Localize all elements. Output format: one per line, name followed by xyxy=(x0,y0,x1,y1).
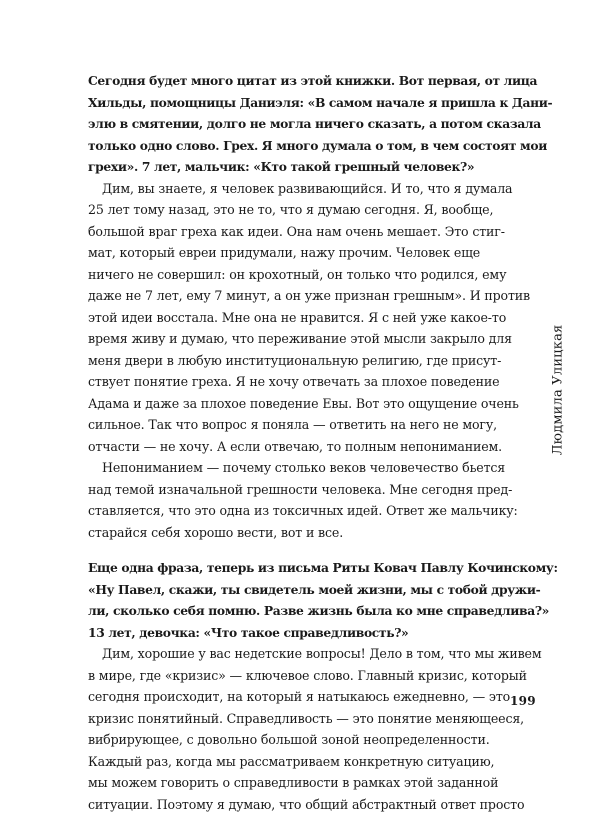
text-line: в мире, где «кризис» — ключевое слово. Главный кризис, который xyxy=(88,665,506,687)
text-line: Каждый раз, когда мы рассматриваем конкретную ситуацию, xyxy=(88,751,506,773)
text-line: ставляется, что это одна из токсичных идей. Ответ же мальчику: xyxy=(88,500,506,522)
answer-paragraph xyxy=(88,178,506,544)
text-line: даже не 7 лет, ему 7 минут, а он уже признан грешным». И против xyxy=(88,285,506,307)
text-line: мат, который евреи придумали, нажу прочим. Человек еще xyxy=(88,242,506,264)
text-line: этой идеи восстала. Мне она не нравится. Я с ней уже какое-то xyxy=(88,307,506,329)
text-line: 13 лет, девочка: «Что такое справедливость?» xyxy=(88,622,506,644)
text-line: Непониманием — почему столько веков человечество бьется xyxy=(88,457,506,479)
text-line: над темой изначальной грешности человека. Мне сегодня пред- xyxy=(88,479,506,501)
question-paragraph xyxy=(88,70,506,178)
text-line: сильное. Так что вопрос я поняла — ответить на него не могу, xyxy=(88,414,506,436)
text-line: сегодня происходит, на который я натыкаюсь ежедневно, — это xyxy=(88,686,506,708)
text-line: ситуации. Поэтому я думаю, что общий абстрактный ответ просто xyxy=(88,794,506,815)
text-line: Адама и даже за плохое поведение Евы. Вот это ощущение очень xyxy=(88,393,506,415)
author-name: Людмила Улицкая xyxy=(551,325,566,456)
text-line: Еще одна фраза, теперь из письма Риты Ковач Павлу Кочинскому: xyxy=(88,557,506,579)
text-line: элю в смятении, долго не могла ничего сказать, а потом сказала xyxy=(88,113,506,135)
text-line: Сегодня будет много цитат из этой книжки. Вот первая, от лица xyxy=(88,70,506,92)
text-line: мы можем говорить о справедливости в рамках этой заданной xyxy=(88,772,506,794)
text-line: старайся себя хорошо вести, вот и все. xyxy=(88,522,506,544)
text-line: Дим, вы знаете, я человек развивающийся. И то, что я думала xyxy=(88,178,506,200)
text-line: отчасти — не хочу. А если отвечаю, то полным непониманием. xyxy=(88,436,506,458)
text-line: кризис понятийный. Справедливость — это понятие меняющееся, xyxy=(88,708,506,730)
answer-paragraph xyxy=(88,643,506,815)
text-line: Дим, хорошие у вас недетские вопросы! Дело в том, что мы живем xyxy=(88,643,506,665)
paragraph-gap xyxy=(88,543,506,557)
text-line: большой враг греха как идеи. Она нам очень мешает. Это стиг- xyxy=(88,221,506,243)
running-head xyxy=(548,300,568,480)
text-line: 25 лет тому назад, это не то, что я думаю сегодня. Я, вообще, xyxy=(88,199,506,221)
text-line: меня двери в любую институциональную религию, где присут- xyxy=(88,350,506,372)
text-line: Хильды, помощницы Даниэля: «В самом начале я пришла к Дани- xyxy=(88,92,506,114)
text-line: ничего не совершил: он крохотный, он только что родился, ему xyxy=(88,264,506,286)
text-line: ствует понятие греха. Я не хочу отвечать за плохое поведение xyxy=(88,371,506,393)
text-line: «Ну Павел, скажи, ты свидетель моей жизни, мы с тобой дружи- xyxy=(88,579,506,601)
text-line: время живу и думаю, что переживание этой мысли закрыло для xyxy=(88,328,506,350)
text-line: ли, сколько себя помню. Разве жизнь была ко мне справедлива?» xyxy=(88,600,506,622)
main-text xyxy=(88,70,506,815)
page-number: 199 xyxy=(510,694,536,708)
question-paragraph xyxy=(88,557,506,643)
text-line: вибрирующее, с довольно большой зоной неопределенности. xyxy=(88,729,506,751)
text-line: грехи». 7 лет, мальчик: «Кто такой грешный человек?» xyxy=(88,156,506,178)
text-line: только одно слово. Грех. Я много думала о том, в чем состоят мои xyxy=(88,135,506,157)
